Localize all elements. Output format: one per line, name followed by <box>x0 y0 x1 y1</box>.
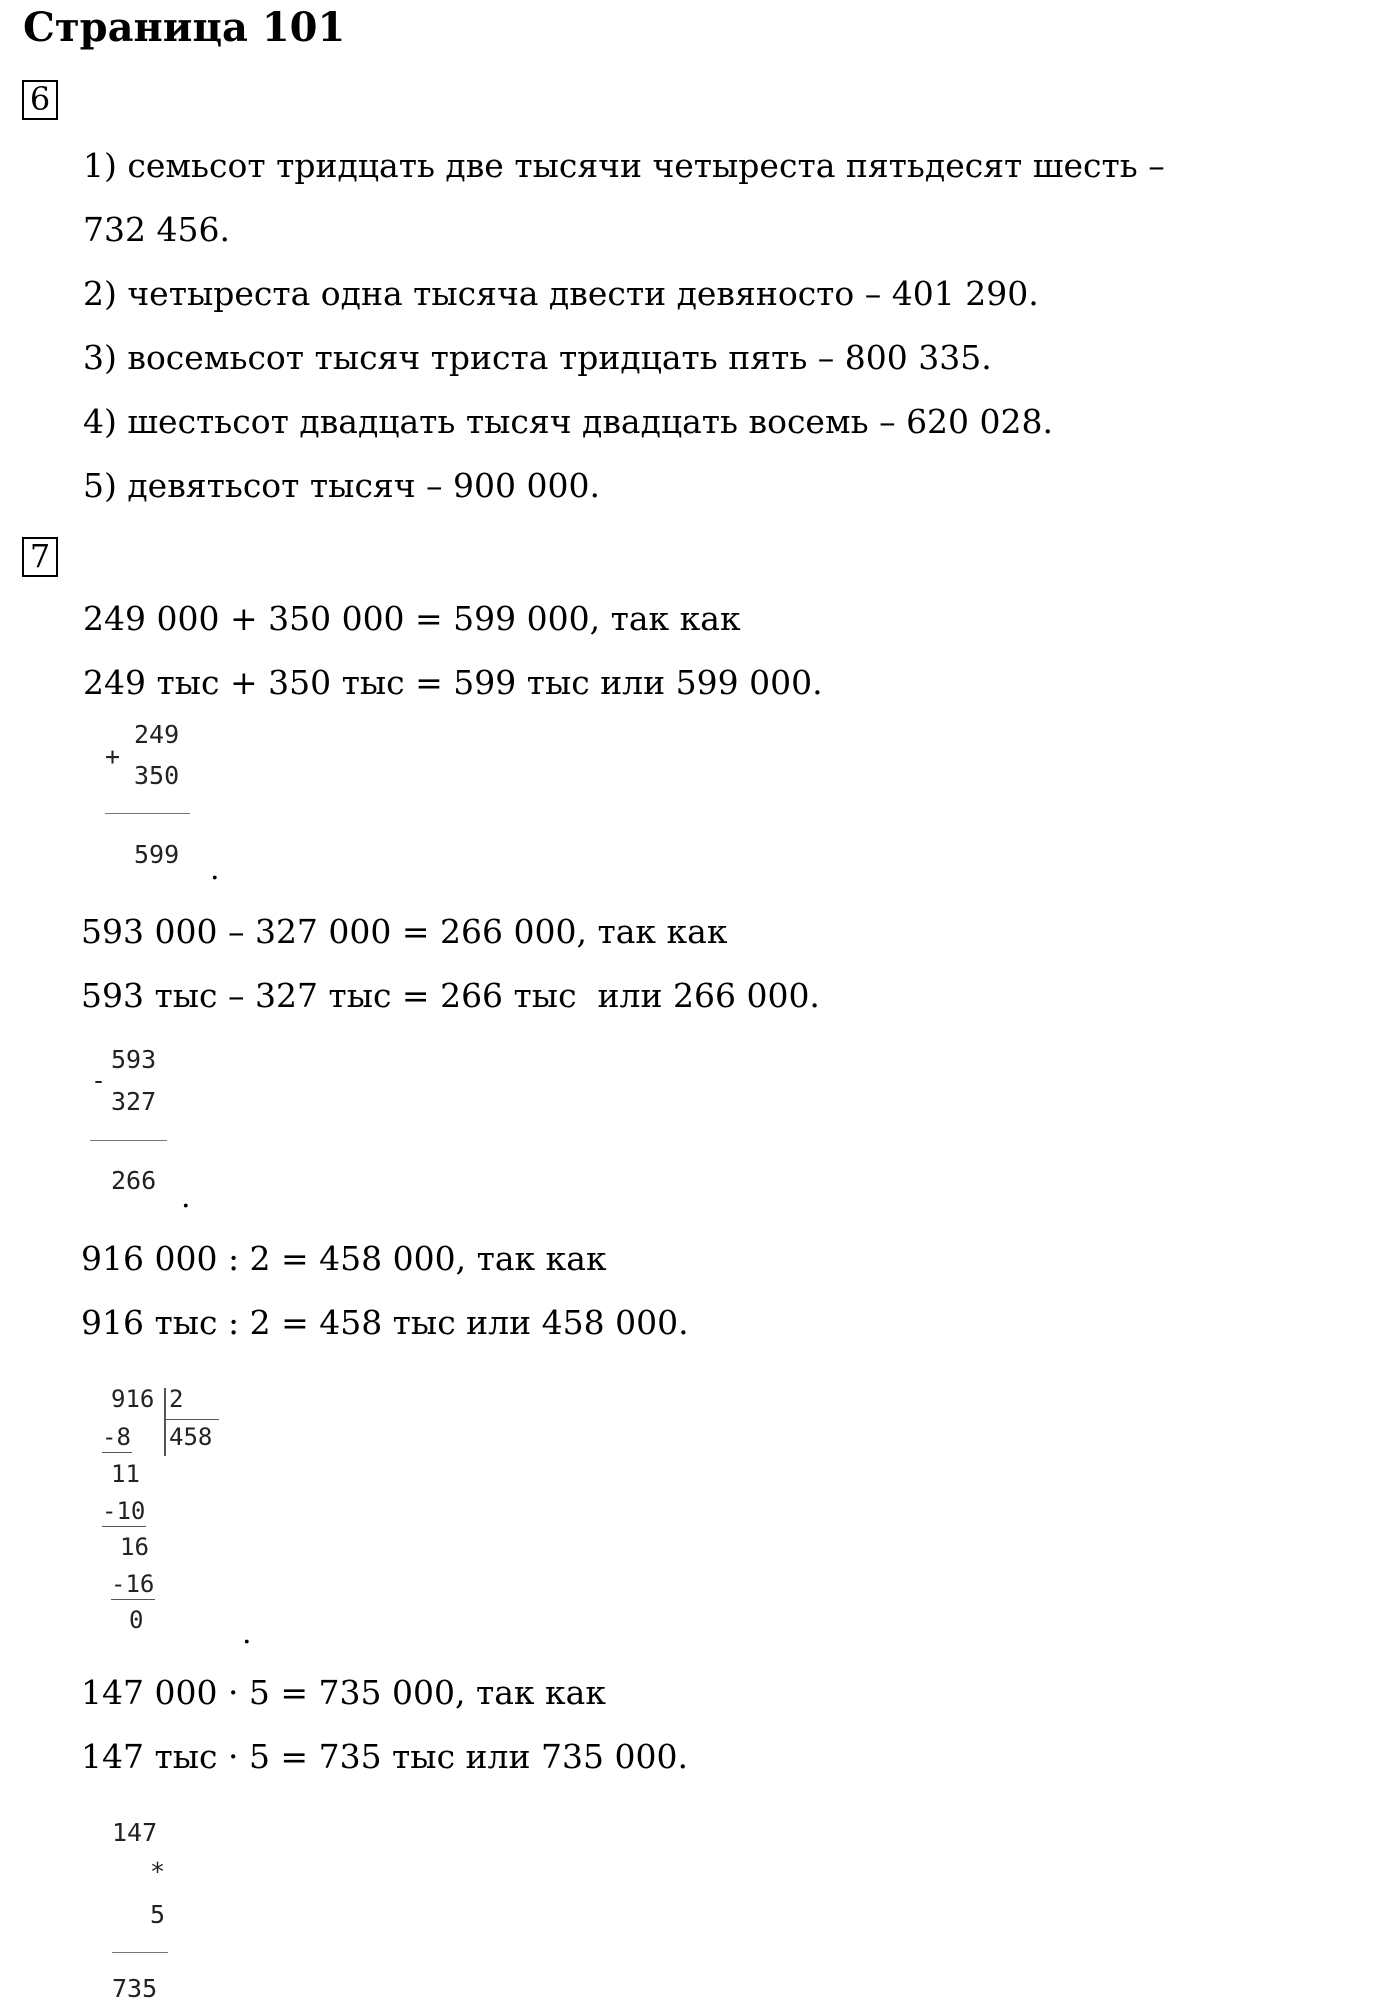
division-divisor: 2 <box>169 1385 184 1413</box>
addition-period: . <box>210 852 220 887</box>
division-quotient-line <box>165 1419 219 1420</box>
task-7-number-box: 7 <box>22 537 58 577</box>
multiplication-operand-a: 147 <box>112 1818 158 1847</box>
multiplication-operand-b: 5 <box>150 1900 166 1929</box>
division-step-1-underline <box>102 1452 132 1453</box>
division-explanation: 916 тыс : 2 = 458 тыс или 458 000. <box>81 1303 689 1342</box>
division-step-3: -10 <box>102 1497 146 1525</box>
subtraction-equation: 593 000 – 327 000 = 266 000, так как <box>81 912 728 951</box>
division-step-2: 11 <box>111 1460 140 1488</box>
task-6-line-6: 5) девятьсот тысяч – 900 000. <box>83 466 600 505</box>
subtraction-period: . <box>181 1180 191 1215</box>
division-vertical-bar <box>164 1388 166 1456</box>
page-title: Страница 101 <box>23 4 346 51</box>
task-6-line-5: 4) шестьсот двадцать тысяч двадцать восемь – 620 028. <box>83 402 1054 441</box>
multiplication-result: 735 <box>112 1974 158 2003</box>
subtraction-result: 266 <box>111 1166 157 1195</box>
multiplication-equation: 147 000 · 5 = 735 000, так как <box>81 1673 606 1712</box>
division-step-6: 0 <box>129 1606 144 1634</box>
division-quotient: 458 <box>169 1423 213 1451</box>
division-period: . <box>242 1616 252 1651</box>
multiplication-sign: * <box>150 1857 166 1886</box>
subtraction-result-line <box>90 1140 167 1141</box>
subtraction-operand-a: 593 <box>111 1045 157 1074</box>
addition-operand-b: 350 <box>134 761 180 790</box>
division-dividend: 916 <box>111 1385 155 1413</box>
division-step-4: 16 <box>120 1533 149 1561</box>
task-6-number-box: 6 <box>22 80 58 120</box>
multiplication-explanation: 147 тыс · 5 = 735 тыс или 735 000. <box>81 1737 688 1776</box>
division-step-3-underline <box>102 1526 146 1527</box>
addition-explanation: 249 тыс + 350 тыс = 599 тыс или 599 000. <box>83 663 823 702</box>
task-6-line-2: 732 456. <box>83 210 230 249</box>
multiplication-result-line <box>112 1952 168 1953</box>
subtraction-operand-b: 327 <box>111 1087 157 1116</box>
division-step-5: -16 <box>111 1570 155 1598</box>
addition-result: 599 <box>134 840 180 869</box>
subtraction-sign: - <box>91 1066 107 1095</box>
addition-equation: 249 000 + 350 000 = 599 000, так как <box>83 599 741 638</box>
task-6-line-4: 3) восемьсот тысяч триста тридцать пять – 800 335. <box>83 338 992 377</box>
addition-sign: + <box>105 742 121 771</box>
division-equation: 916 000 : 2 = 458 000, так как <box>81 1239 607 1278</box>
addition-operand-a: 249 <box>134 720 180 749</box>
task-6-line-3: 2) четыреста одна тысяча двести девяносто – 401 290. <box>83 274 1039 313</box>
division-step-5-underline <box>111 1599 155 1600</box>
subtraction-explanation: 593 тыс – 327 тыс = 266 тыс или 266 000. <box>81 976 820 1015</box>
addition-result-line <box>105 813 190 814</box>
division-step-1: -8 <box>102 1423 131 1451</box>
task-6-line-1: 1) семьсот тридцать две тысячи четыреста пятьдесят шесть – <box>83 146 1165 185</box>
